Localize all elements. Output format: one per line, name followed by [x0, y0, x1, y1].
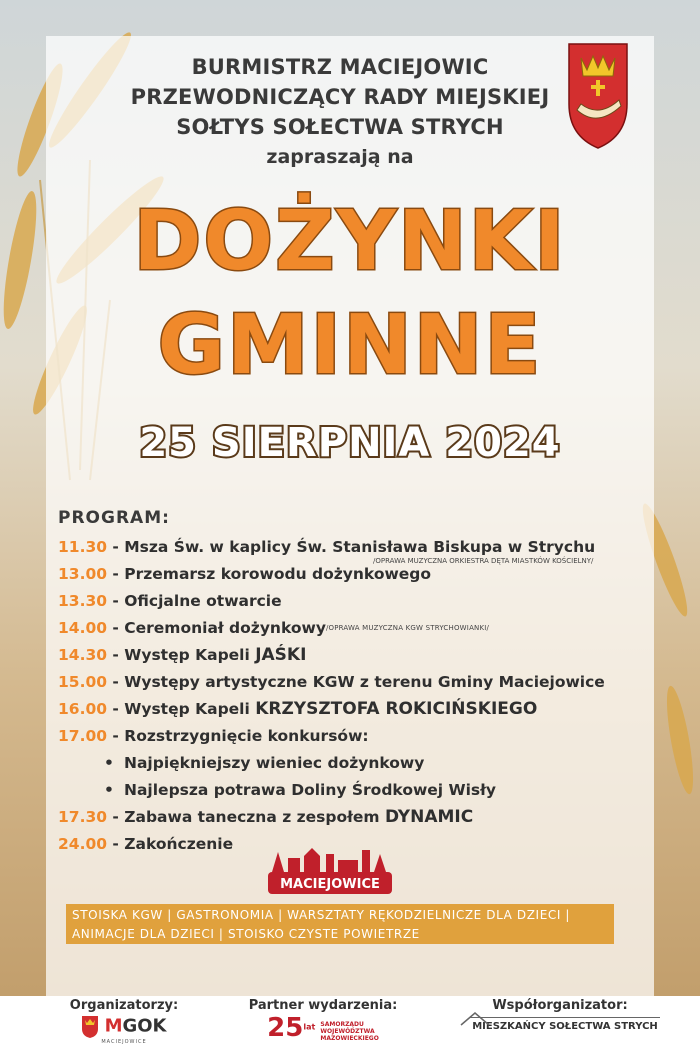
invitation-header [60, 52, 620, 172]
event-date: 25 SIERPNIA 2024 [139, 420, 561, 466]
program-item [58, 669, 658, 696]
program-item [58, 534, 658, 565]
partner-logo-text [320, 1021, 378, 1042]
program-text: - Msza Św. w kaplicy Św. Stanisława Biskupa w Strychu [107, 538, 596, 556]
program-heading: PROGRAM: [58, 508, 170, 528]
title-line-1: DOŻYNKI [133, 194, 567, 289]
attractions-line-1: STOISKA KGW | GASTRONOMIA | WARSZTATY RĘKODZIELNICZE DLA DZIECI | [72, 908, 571, 922]
program-time: 11.30 [58, 538, 108, 556]
program-performer: JAŚKI [255, 645, 307, 665]
program-item [58, 723, 658, 750]
program-text: - Oficjalne otwarcie [107, 592, 282, 610]
program-note: /OPRAWA MUZYCZNA ORKIESTRA DĘTA MIASTKÓW KOŚCIELNY/ [373, 557, 594, 565]
mgok-logo-rest: GOK [122, 1015, 167, 1037]
header-line-mayor: BURMISTRZ MACIEJOWIC [191, 55, 489, 79]
partner-text-3: MAZOWIECKIEGO [320, 1035, 379, 1042]
house-icon [460, 1011, 490, 1027]
coorganizer-label: Współorganizator: [492, 998, 628, 1013]
program-performer: KRZYSZTOFA ROKICIŃSKIEGO [255, 699, 538, 719]
program-time: 17.00 [58, 727, 108, 745]
attractions-strip [66, 904, 614, 944]
mgok-logo [105, 1016, 167, 1037]
partner-text-1: SAMORZĄDU [320, 1021, 364, 1028]
program-performer: DYNAMIC [384, 807, 474, 827]
program-subitem [58, 750, 658, 777]
program-item [58, 696, 658, 723]
program-time: 13.30 [58, 592, 108, 610]
program-text: - Występy artystyczne KGW z terenu Gminy Maciejowice [107, 673, 605, 691]
header-line-council: PRZEWODNICZĄCY RADY MIEJSKIEJ [130, 85, 550, 109]
attractions-line-2: ANIMACJE DLA DZIECI | STOISKO CZYSTE POWIETRZE [72, 927, 420, 941]
program-subitem-text: Najpiękniejszy wieniec dożynkowy [124, 754, 425, 772]
maciejowice-logo-text: MACIEJOWICE [280, 877, 380, 892]
program-text: - Ceremoniał dożynkowy [107, 619, 326, 637]
program-item [58, 561, 658, 588]
program-subitem-text: Najlepsza potrawa Doliny Środkowej Wisły [124, 781, 496, 799]
program-item [58, 804, 658, 831]
mgok-logo-m: M [104, 1015, 123, 1037]
program-item [58, 615, 658, 642]
program-text: - Zakończenie [107, 835, 234, 853]
program-text: - Występ Kapeli [107, 646, 256, 664]
program-section [58, 508, 658, 858]
program-time: 13.00 [58, 565, 108, 583]
coat-of-arms-icon [567, 40, 629, 150]
program-text: - Występ Kapeli [107, 700, 256, 718]
partner-label: Partner wydarzenia: [248, 998, 398, 1013]
partner-logo-number: 25 [267, 1013, 304, 1043]
program-text: - Rozstrzygnięcie konkursów: [107, 727, 369, 745]
header-line-village: SOŁTYS SOŁECTWA STRYCH [176, 115, 504, 139]
maciejowice-logo [268, 842, 392, 896]
organizers-label: Organizatorzy: [69, 998, 179, 1013]
header-line-invite: zapraszają na [266, 146, 414, 168]
partner-block [238, 998, 408, 1043]
program-time: 24.00 [58, 835, 108, 853]
footer-sponsors [0, 996, 700, 1050]
program-time: 15.00 [58, 673, 108, 691]
program-time: 14.30 [58, 646, 108, 664]
partner-logo-lat: lat [303, 1022, 316, 1032]
mgok-logo-subtitle: MACIEJOWICE [101, 1039, 147, 1045]
program-time: 14.00 [58, 619, 108, 637]
organizers-block [54, 998, 194, 1045]
program-subitem [58, 777, 658, 804]
program-time: 17.30 [58, 808, 108, 826]
program-text: - Zabawa taneczna z zespołem [107, 808, 385, 826]
program-note: /OPRAWA MUZYCZNA KGW STRYCHOWIANKI/ [325, 624, 490, 632]
coorganizer-block [460, 998, 660, 1032]
program-item [58, 588, 658, 615]
program-time: 16.00 [58, 700, 108, 718]
partner-text-2: WOJEWÓDZTWA [320, 1028, 375, 1035]
coat-of-arms-small-icon [81, 1015, 99, 1039]
program-text: - Przemarsz korowodu dożynkowego [107, 565, 432, 583]
program-item [58, 642, 658, 669]
title-line-2: GMINNE [157, 298, 543, 393]
coorganizer-name: MIESZKAŃCY SOŁECTWA STRYCH [470, 1017, 660, 1032]
